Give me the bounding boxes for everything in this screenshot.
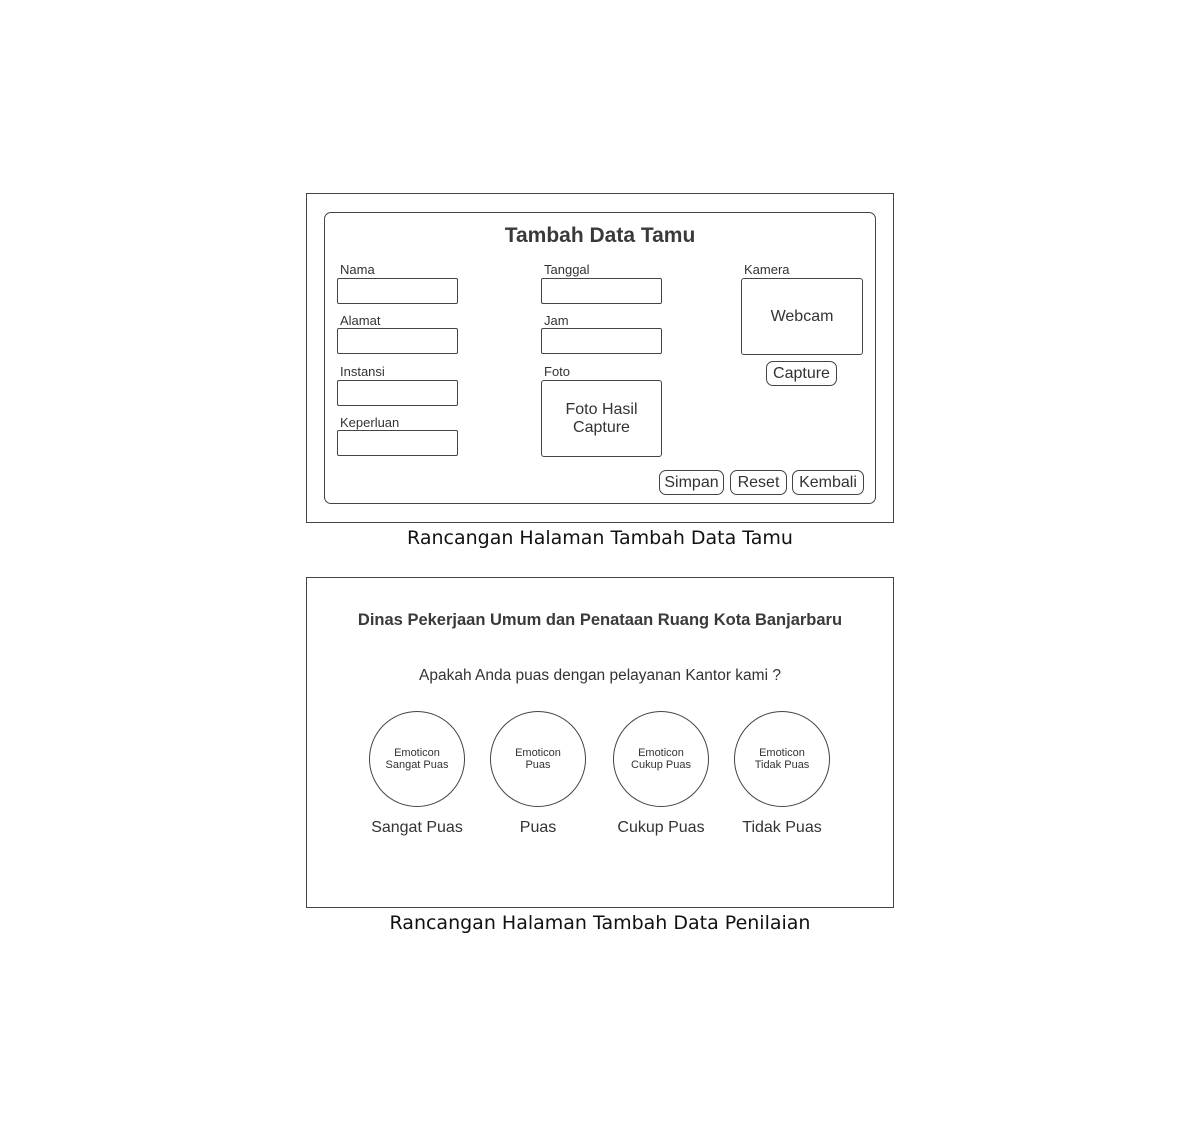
nama-label: Nama [340,262,375,277]
keperluan-label: Keperluan [340,415,400,430]
rating-heading: Dinas Pekerjaan Umum dan Penataan Ruang Kota Banjarbaru [357,611,843,629]
foto-preview-line2: Capture [573,418,630,436]
emoticon-line1: Emoticon [638,746,684,759]
emoticon-line1: Emoticon [515,746,561,759]
tanggal-label: Tanggal [544,262,590,277]
foto-preview-box [541,380,662,457]
kembali-button[interactable]: Kembali [792,470,864,495]
kamera-label: Kamera [744,262,790,277]
webcam-view [741,278,863,355]
guest-form-caption: Rancangan Halaman Tambah Data Tamu [407,527,793,549]
rating-label-cukup-puas: Cukup Puas [617,819,705,836]
foto-preview-line1: Foto Hasil [565,400,638,418]
emoticon-line1: Emoticon [394,746,440,759]
rating-label-sangat-puas: Sangat Puas [371,819,463,836]
rating-caption: Rancangan Halaman Tambah Data Penilaian [389,912,811,934]
emoticon-cukup-puas[interactable] [613,711,709,807]
rating-question: Apakah Anda puas dengan pelayanan Kantor kami ? [419,667,781,684]
alamat-input[interactable] [337,328,458,354]
webcam-text: Webcam [770,307,834,325]
tanggal-input[interactable] [541,278,662,304]
instansi-input[interactable] [337,380,458,406]
reset-button[interactable]: Reset [730,470,787,495]
jam-input[interactable] [541,328,662,354]
alamat-label: Alamat [340,313,381,328]
rating-label-puas: Puas [519,819,557,836]
emoticon-line2: Sangat Puas [385,759,449,771]
foto-label: Foto [544,364,571,379]
guest-form-panel [324,212,876,504]
nama-input[interactable] [337,278,458,304]
emoticon-line2: Tidak Puas [754,759,810,771]
page-title: Tambah Data Tamu [504,224,696,247]
emoticon-sangat-puas[interactable] [369,711,465,807]
instansi-label: Instansi [340,364,385,379]
keperluan-input[interactable] [337,430,458,456]
emoticon-line2: Puas [525,759,551,771]
simpan-button[interactable]: Simpan [659,470,724,495]
emoticon-puas[interactable] [490,711,586,807]
jam-label: Jam [544,313,569,328]
emoticon-line2: Cukup Puas [631,759,691,771]
capture-button[interactable]: Capture [766,361,837,386]
rating-label-tidak-puas: Tidak Puas [742,819,822,836]
emoticon-line1: Emoticon [759,746,805,759]
emoticon-tidak-puas[interactable] [734,711,830,807]
